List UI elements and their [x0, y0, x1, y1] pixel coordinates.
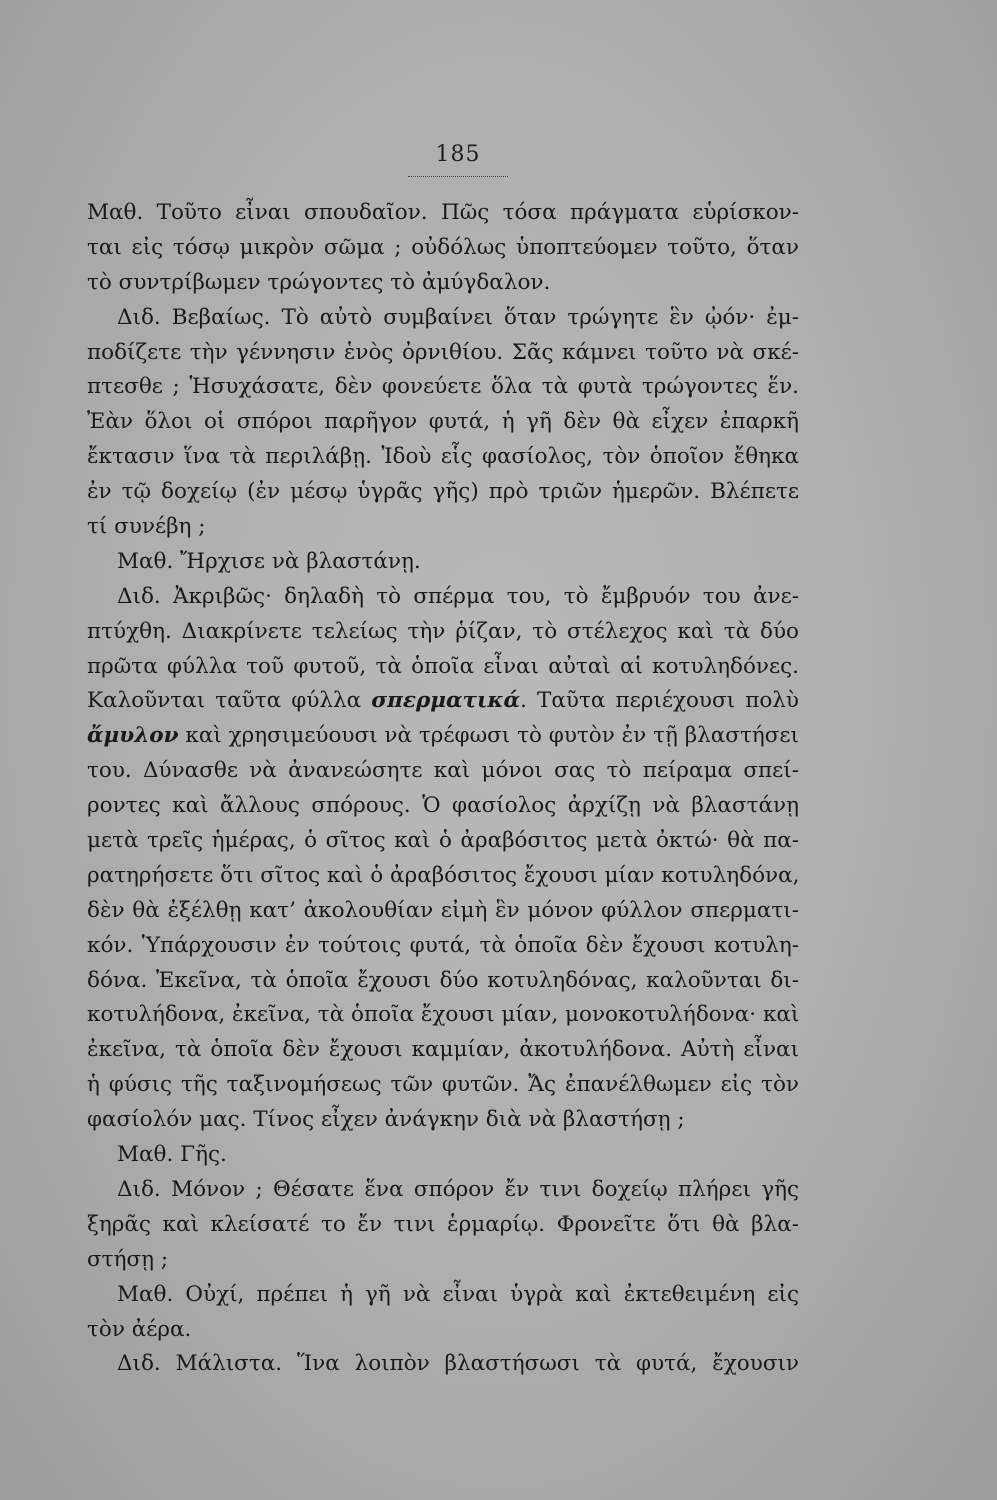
- text-line: Διδ. Ἀκριβῶς· δηλαδὴ τὸ σπέρμα του, τὸ ἔμβρυόν του ἀνε-: [117, 583, 799, 609]
- text-line: κόν. Ὑπάρχουσιν ἐν τούτοις φυτά, τὰ ὁποῖα δὲν ἔχουσι κοτυλη-: [87, 932, 799, 958]
- page-number-rule: [408, 176, 508, 177]
- text-line: φασίολόν μας. Τίνος εἶχεν ἀνάγκην διὰ νὰ βλαστήσῃ ;: [87, 1107, 685, 1133]
- emphasized-term: ἄμυλον: [87, 723, 179, 749]
- text-line: μετὰ τρεῖς ἡμέρας, ὁ σῖτος καὶ ὁ ἀραβόσιτος μετὰ ὀκτώ· θὰ πα-: [87, 828, 799, 854]
- text-line: τὸν ἀέρα.: [87, 1316, 192, 1342]
- text-line: πρῶτα φύλλα τοῦ φυτοῦ, τὰ ὁποῖα εἶναι αὐταὶ αἱ κοτυληδόνες.: [87, 653, 799, 679]
- text-line: στήσῃ ;: [87, 1246, 169, 1272]
- text-line: τί συνέβη ;: [87, 514, 206, 540]
- text-line: ξηρᾶς καὶ κλείσατέ το ἔν τινι ἑρμαρίῳ. Φρονεῖτε ὅτι θὰ βλα-: [87, 1211, 799, 1237]
- text-line: ποδίζετε τὴν γέννησιν ἑνὸς ὀρνιθίου. Σᾶς κάμνει τοῦτο νὰ σκέ-: [87, 339, 799, 365]
- text-line: Ἐὰν ὅλοι οἱ σπόροι παρῆγον φυτά, ἡ γῆ δὲν θὰ εἶχεν ἐπαρκῆ: [87, 409, 799, 435]
- text-line: ται εἰς τόσῳ μικρὸν σῶμα ; οὐδόλως ὑποπτεύομεν τοῦτο, ὅταν: [87, 234, 799, 260]
- text-line: ἡ φύσις τῆς ταξινομήσεως τῶν φυτῶν. Ἄς ἐπανέλθωμεν εἰς τὸν: [87, 1072, 799, 1098]
- text-line: ἐν τῷ δοχείῳ (ἐν μέσῳ ὑγρᾶς γῆς) πρὸ τριῶν ἡμερῶν. Βλέπετε: [87, 479, 799, 505]
- text-line: του. Δύνασθε νὰ ἀνανεώσητε καὶ μόνοι σας τὸ πείραμα σπεί-: [87, 758, 799, 784]
- text-line: Μαθ. Ἤρχισε νὰ βλαστάνῃ.: [117, 548, 421, 574]
- text-line: πτεσθε ; Ἡσυχάσατε, δὲν φονεύετε ὅλα τὰ φυτὰ τρώγοντες ἕν.: [87, 374, 799, 400]
- text-line: ἔκτασιν ἵνα τὰ περιλάβῃ. Ἰδοὺ εἷς φασίολος, τὸν ὁποῖον ἔθηκα: [87, 444, 799, 470]
- text-line: δὲν θὰ ἐξέλθῃ κατ’ ἀκολουθίαν εἰμὴ ἓν μόνον φύλλον σπερματι-: [87, 897, 799, 923]
- body-text: [87, 196, 799, 1382]
- text-line: Μαθ. Τοῦτο εἶναι σπουδαῖον. Πῶς τόσα πράγματα εὑρίσκον-: [87, 200, 799, 225]
- text-line: Καλοῦνται ταῦτα φύλλα σπερματικά. Ταῦτα περιέχουσι πολὺ: [87, 688, 799, 714]
- text-line: κοτυλήδονα, ἐκεῖνα, τὰ ὁποῖα ἔχουσι μίαν, μονοκοτυλήδονα· καὶ: [87, 1002, 800, 1028]
- text-line: ρατηρήσετε ὅτι σῖτος καὶ ὁ ἀραβόσιτος ἔχουσι μίαν κοτυληδόνα,: [87, 862, 800, 888]
- text-line: Διδ. Μάλιστα. Ἵνα λοιπὸν βλαστήσωσι τὰ φυτά, ἔχουσιν: [117, 1351, 799, 1377]
- emphasized-term: σπερματικά: [371, 688, 521, 714]
- page-number: 185: [435, 142, 481, 167]
- text-line: δόνα. Ἐκεῖνα, τὰ ὁποῖα ἔχουσι δύο κοτυληδόνας, καλοῦνται δι-: [87, 967, 799, 993]
- text-line: Μαθ. Οὐχί, πρέπει ἡ γῆ νὰ εἶναι ὑγρὰ καὶ ἐκτεθειμένη εἰς: [117, 1281, 799, 1307]
- text-line: ἄμυλον καὶ χρησιμεύουσι νὰ τρέφωσι τὸ φυτὸν ἐν τῇ βλαστήσει: [87, 723, 799, 749]
- text-line: Διδ. Μόνον ; Θέσατε ἕνα σπόρον ἔν τινι δοχείῳ πλήρει γῆς: [117, 1176, 799, 1202]
- text-line: πτύχθη. Διακρίνετε τελείως τὴν ῥίζαν, τὸ στέλεχος καὶ τὰ δύο: [87, 618, 799, 644]
- text-line: Διδ. Βεβαίως. Τὸ αὐτὸ συμβαίνει ὅταν τρώγητε ἓν ᾠόν· ἐμ-: [117, 304, 799, 330]
- text-line: τὸ συντρίβωμεν τρώγοντες τὸ ἀμύγδαλον.: [87, 269, 551, 295]
- text-line: ἐκεῖνα, τὰ ὁποῖα δὲν ἔχουσι καμμίαν, ἀκοτυλήδονα. Αὐτὴ εἶναι: [87, 1037, 799, 1063]
- text-line: Μαθ. Γῆς.: [117, 1142, 227, 1168]
- text-line: ροντες καὶ ἄλλους σπόρους. Ὁ φασίολος ἀρχίζῃ νὰ βλαστάνῃ: [87, 793, 799, 819]
